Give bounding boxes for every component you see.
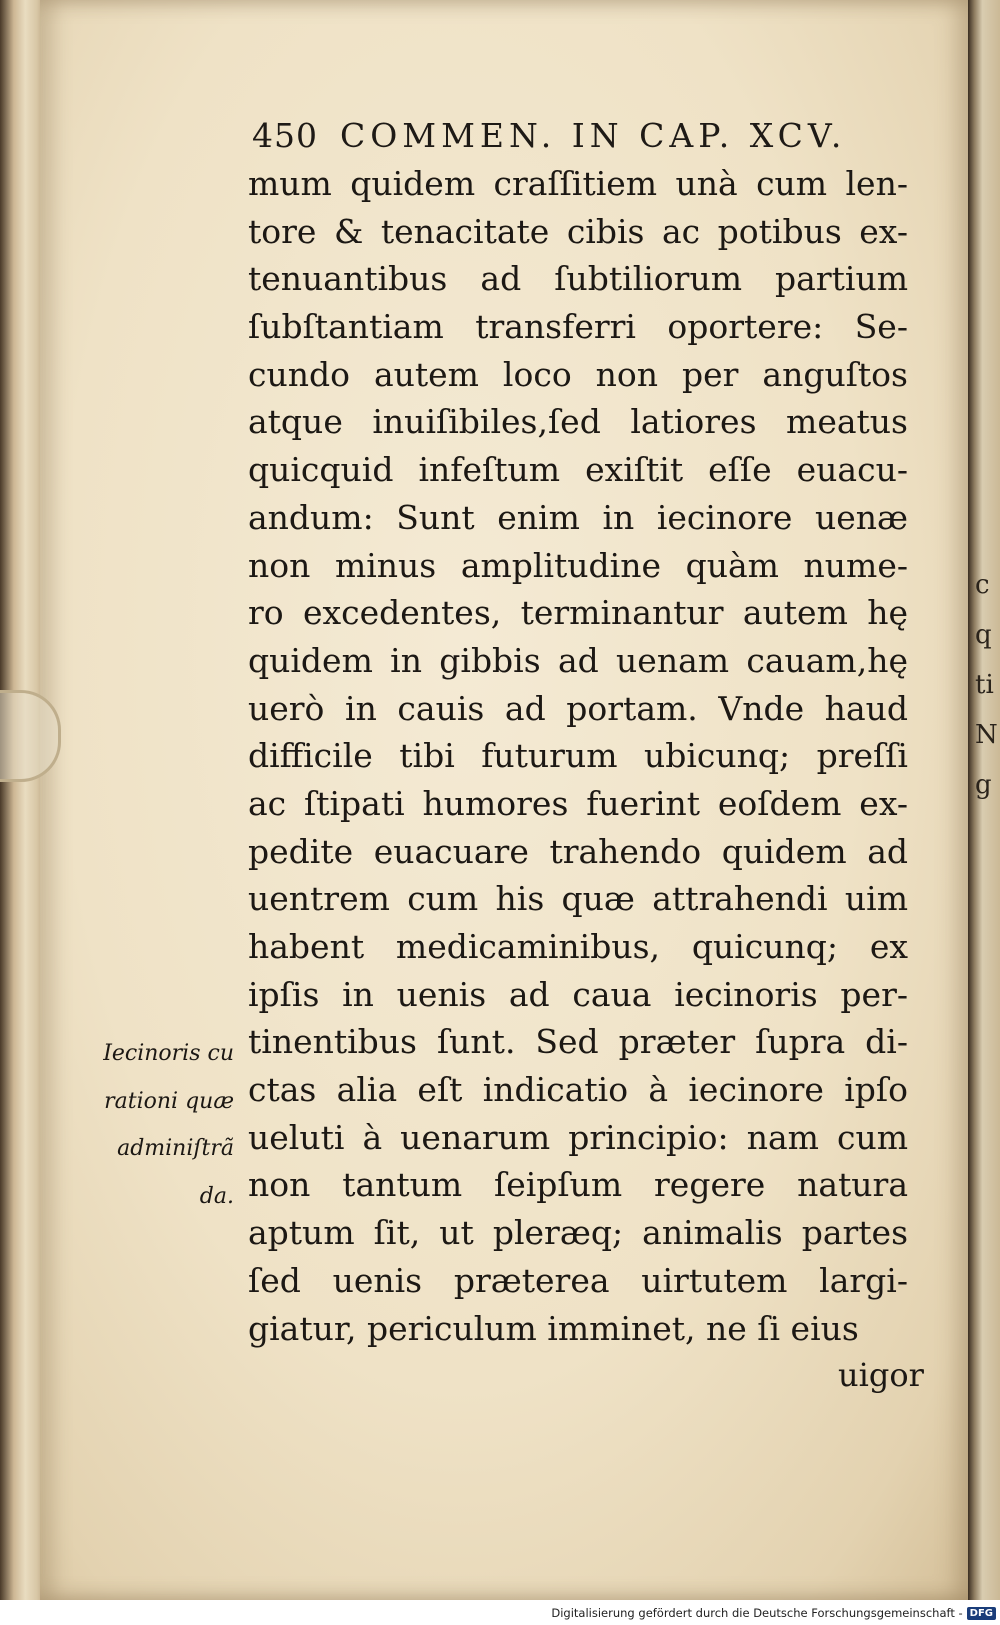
text-line: ſubſtantiam transferri oportere: Se- (248, 307, 908, 347)
neighbor-glyph: N (975, 720, 998, 750)
text-line: mum quidem craſſitiem unà cum len- (248, 164, 908, 203)
neighbor-page-fragment (975, 560, 997, 810)
text-line: difficile tibi futurum ubicunq; preſſi (248, 736, 908, 776)
text-line: uerò in cauis ad portam. Vnde haud (248, 688, 908, 728)
text-line: ſed uenis præterea uirtutem largi- (248, 1260, 908, 1300)
marginal-note-line: rationi quæ (104, 1088, 234, 1114)
text-line: uentrem cum his quæ attrahendi uim (248, 879, 908, 919)
catchword: uigor (838, 1356, 924, 1394)
text-line: ac ſtipati humores fuerint eoſdem ex- (248, 783, 908, 823)
neighbor-glyph: c (975, 570, 990, 600)
body-text (248, 160, 928, 1352)
text-line: tenuantibus ad ſubtiliorum partium (248, 259, 908, 299)
text-line: non tantum ſeipſum regere natura (248, 1165, 908, 1205)
funding-credit-text: Digitalisierung gefördert durch die Deutsche Forschungsgemeinschaft - (551, 1606, 963, 1620)
neighbor-glyph: q (975, 620, 992, 650)
funding-credit (551, 1604, 996, 1622)
text-line: habent medicaminibus, quicunq; ex (248, 927, 908, 966)
text-line: giatur, periculum imminet, ne ſi eius (248, 1308, 859, 1348)
text-line: non minus amplitudine quàm nume- (248, 545, 908, 585)
marginal-note-line: da. (199, 1184, 234, 1210)
text-line: quicquid infeſtum exiſtit eſſe euacu- (248, 450, 908, 490)
dfg-logo-icon: DFG (967, 1607, 996, 1620)
text-line: cundo autem loco non per anguſtos (248, 354, 908, 394)
text-line: tore & tenacitate cibis ac potibus ex- (248, 211, 908, 251)
marginal-note-line: Iecinoris cu (103, 1041, 234, 1066)
neighbor-glyph: g (975, 770, 992, 800)
text-line: andum: Sunt enim in iecinore uenæ (248, 497, 908, 537)
text-line: pedite euacuare trahendo quidem ad (248, 831, 908, 871)
text-line: atque inuiſibiles,ſed latiores meatus (248, 402, 908, 442)
marginal-note-line: adminiſtrã (117, 1136, 234, 1162)
page-number: 450 (252, 116, 318, 155)
text-line: ueluti à uenarum principio: nam cum (248, 1117, 908, 1157)
text-line: ipſis in uenis ad caua iecinoris per- (248, 974, 908, 1014)
text-line: quidem in gibbis ad uenam cauam,hę (248, 640, 908, 680)
neighbor-glyph: ti (975, 670, 994, 700)
text-line: ro excedentes, terminantur autem hę (248, 593, 908, 633)
running-header (252, 116, 892, 164)
text-line: tinentibus ſunt. Sed præter ſupra di- (248, 1022, 908, 1062)
marginal-note (64, 1030, 234, 1221)
text-line: aptum ſit, ut pleræq; animalis partes (248, 1213, 908, 1253)
text-line: ctas alia eſt indicatio à iecinore ipſo (248, 1070, 908, 1110)
running-title: COMMEN. IN CAP. XCV. (340, 116, 847, 155)
